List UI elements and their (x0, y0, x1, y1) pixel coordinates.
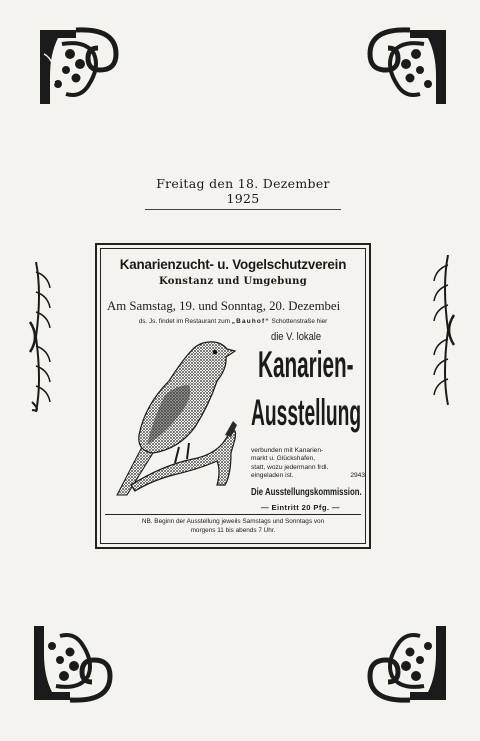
corner-ornament-top-right (366, 24, 450, 108)
ad-note-line-1: NB. Beginn der Ausstellung jeweils Samstags und Sonntags von (141, 518, 325, 525)
ad-title: Kanarienzucht- u. Vogelschutzverein (119, 257, 347, 272)
dateline: Freitag den 18. Dezember 1925 (145, 176, 341, 210)
detail-line: markt u. Glückshafen, (251, 455, 316, 463)
ad-subtitle: Konstanz und Umgebung (158, 276, 308, 287)
ornament-icon (30, 622, 114, 706)
ad-kommission: Die Ausstellungskommission. (251, 487, 362, 498)
corner-ornament-bottom-right (366, 622, 450, 706)
advertisement-inner-frame (100, 248, 366, 544)
ad-note (105, 514, 361, 536)
ad-note-line-2: morgens 11 bis abends 7 Uhr. (190, 526, 276, 534)
ad-headline-ausstellung: Ausstellung (251, 392, 362, 433)
ad-eintritt: — Eintritt 20 Pfg. — (261, 503, 340, 512)
detail-line: verbunden mit Kanarien- (251, 447, 324, 454)
ad-lokale: die V. lokale (271, 331, 322, 343)
side-ornament-right (432, 255, 456, 405)
detail-line: statt, wozu jedermann frdl. (251, 463, 329, 471)
newspaper-advertisement (95, 243, 371, 549)
ornament-icon (366, 24, 450, 108)
side-ornament-icon (28, 262, 52, 412)
venue-before: ds. Js. findet im Restaurant zum (138, 318, 230, 325)
canary-illustration-icon (113, 335, 243, 500)
ad-dates: Am Samstag, 19. und Sonntag, 20. Dezembei (107, 299, 341, 313)
ad-ref-number: 2943 (350, 472, 365, 479)
ornament-icon (36, 24, 120, 108)
venue-name: „Bauhof“ (231, 318, 270, 325)
venue-after: Schottenstraße hier (271, 318, 328, 325)
ad-venue-line (101, 318, 365, 325)
corner-ornament-top-left (36, 24, 120, 108)
side-ornament-left (28, 262, 52, 412)
ad-details (251, 447, 371, 481)
side-ornament-icon (432, 255, 456, 405)
ad-headline-kanarien: Kanarien- (258, 344, 354, 385)
detail-line: eingeladen ist. (251, 472, 294, 480)
ornament-icon (366, 622, 450, 706)
corner-ornament-bottom-left (30, 622, 114, 706)
